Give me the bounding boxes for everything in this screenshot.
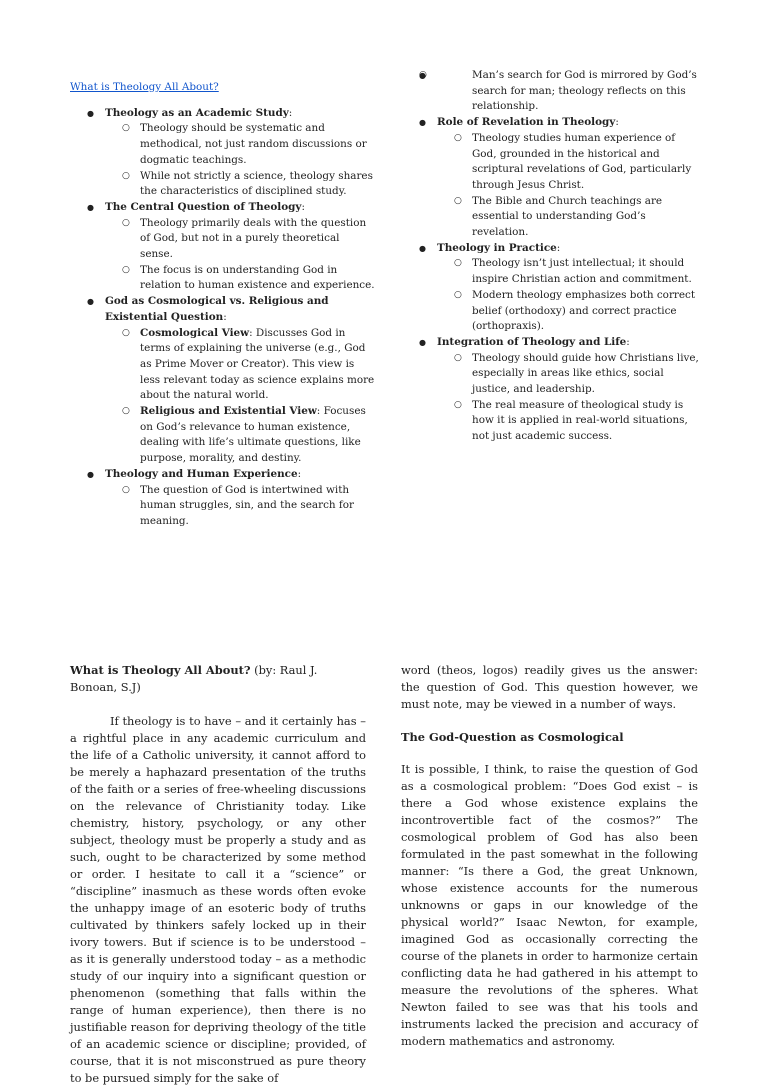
- notes-subitem-text: : Focuses on God’s relevance to human existence, dealing with life’s ultimate questions, like purpose, morality, and destiny.: [140, 405, 366, 465]
- notes-bullet-heading: Integration of Theology and Life: [437, 335, 627, 348]
- notes-subitem-text: Theology should be systematic and methodical, not just random discussions or dogmatic teachings.: [140, 122, 367, 166]
- notes-subitem: [437, 194, 702, 241]
- notes-subitem-text: Theology primarily deals with the question of God, but not in a purely theoretical sense.: [140, 216, 367, 261]
- notes-right-continuation: [402, 68, 702, 115]
- notes-bullet: ● Integration of Theology and Life: ○ Theology should guide how Christians live, especially in areas like ethics, social justice, and leadership. ○ The real measure of theological study is how it is applied in real-world situations, not just academic success.: [402, 335, 702, 445]
- notes-subitem-term: Cosmological View: [140, 326, 250, 339]
- notes-bullet: ● Role of Revelation in Theology: ○ Theology studies human experience of God, grounded in the historical and scriptural revelations of God, particularly through Jesus Christ. ○ The Bible and Church teachings are essential to understanding God’s revelation.: [402, 115, 702, 241]
- notes-bullet-heading: Theology and Human Experience: [105, 467, 298, 480]
- notes-subitem-text: : Discusses God in terms of explaining the universe (e.g., God as Prime Mover or Creator). This view is less relevant today as science explains more about the natural world.: [140, 326, 375, 402]
- notes-subitem: [105, 263, 375, 294]
- notes-subitem-text: While not strictly a science, theology shares the characteristics of disciplined study.: [140, 169, 373, 198]
- notes-subitem: [437, 351, 702, 398]
- notes-subitem-text: Theology isn’t just intellectual; it should inspire Christian action and commitment.: [472, 257, 692, 286]
- article-title: What is Theology All About?: [70, 663, 251, 677]
- notes-subitem: [105, 121, 375, 168]
- notes-bullet-heading: Theology as an Academic Study: [105, 106, 289, 119]
- notes-bullet: ● Theology in Practice: ○ Theology isn’t just intellectual; it should inspire Christian action and commitment. ○ Modern theology emphasizes both correct belief (orthodoxy) and correct practice (orthopraxis).: [402, 241, 702, 335]
- notes-bullet-heading: Theology in Practice: [437, 241, 557, 254]
- notes-title-link[interactable]: What is Theology All About?: [70, 81, 219, 93]
- notes-subitem: [105, 216, 375, 263]
- notes-bullet: ● Theology and Human Experience: ○ The question of God is intertwined with human struggles, sin, and the search for meaning.: [70, 467, 375, 530]
- article-heading: [70, 662, 366, 696]
- notes-bullet-heading: Role of Revelation in Theology: [437, 116, 616, 129]
- article-byline: (by: Raul J. Bonoan, S.J): [70, 663, 318, 694]
- article-left-column: [70, 662, 366, 1087]
- notes-bullet-heading: The Central Question of Theology: [105, 200, 302, 213]
- notes-left-list: [70, 106, 375, 530]
- notes-subitem: [437, 288, 702, 335]
- notes-subitem-term: Religious and Existential View: [140, 405, 317, 418]
- notes-subitem-text: The Bible and Church teachings are essential to understanding God’s revelation.: [472, 194, 663, 239]
- article-paragraph: If theology is to have – and it certainly has – a rightful place in any academic curriculum and the life of a Catholic university, it cannot afford to be merely a haphazard presentation of the truths of the faith or a series of free-wheeling discussions on the relevance of Christianity today. Like chemistry, history, psychology, or any other subject, theology must be properly a study and as such, ought to be characterized by some method or order. I hesitate to call it a “science” or “discipline” inasmuch as these words often evoke the unhappy image of an esoteric body of truths cultivated by thinkers safely locked up in their ivory towers. But if science is to be understood – as it is generally understood today – as a methodic study of our inquiry into a significant question or phenomenon (something that falls within the range of human experience), then there is no justifiable reason for depriving theology of the title of an academic science or discipline; provided, of course, that it is not misconstrued as pure theory to be pursued simply for the sake of: [70, 714, 366, 1085]
- notes-bullet: ● The Central Question of Theology: ○ Theology primarily deals with the question of God, but not in a purely theoretical sense. ○ The focus is on understanding God in relation to human existence and experience.: [70, 200, 375, 294]
- notes-subitem: [437, 256, 702, 287]
- notes-bullet: ● Theology as an Academic Study: ○ Theology should be systematic and methodical, not just random discussions or dogmatic teachings. ○ While not strictly a science, theology shares the characteristics of disciplined study.: [70, 106, 375, 200]
- article-paragraph-continuation: word (theos, logos) readily gives us the answer: the question of God. This question however, we must note, may be viewed in a number of ways.: [401, 663, 698, 711]
- notes-subitem-text: Theology studies human experience of God, grounded in the historical and scriptural revelations of God, particularly through Jesus Christ.: [472, 131, 692, 191]
- notes-subitem: [105, 404, 375, 467]
- notes-right-list: [402, 115, 702, 445]
- notes-subitem: [105, 326, 375, 405]
- notes-subitem-text: The real measure of theological study is how it is applied in real-world situations, not just academic success.: [472, 398, 688, 443]
- notes-subitem: [105, 169, 375, 200]
- notes-subitem-text: Theology should guide how Christians live, especially in areas like ethics, social justice, and leadership.: [472, 351, 699, 396]
- notes-right-column: [402, 68, 702, 445]
- notes-subitem: ○ ● Man’s search for God is mirrored by God’s search for man; theology reflects on this relationship.: [402, 68, 702, 115]
- notes-subitem: [105, 483, 375, 530]
- article-right-column: [401, 662, 698, 1050]
- notes-bullet: ● God as Cosmological vs. Religious and Existential Question: ○ Cosmological View: Discusses God in terms of explaining the universe (e.g., God as Prime Mover or Creator). This view is less relevant today as science explains more about the natural world. ○ Religious and Existential View: Focuses on God’s relevance to human existence, dealing with life’s ultimate questions, like purpose, morality, and destiny.: [70, 294, 375, 467]
- notes-subitem-text: Modern theology emphasizes both correct belief (orthodoxy) and correct practice (orthopraxis).: [472, 288, 696, 333]
- notes-subitem-text: The question of God is intertwined with human struggles, sin, and the search for meaning.: [140, 483, 354, 527]
- notes-left-column: [70, 80, 375, 530]
- section-paragraph: It is possible, I think, to raise the question of God as a cosmological problem: “Does God exist – is there a God whose existence explains the incontrovertible fact of the cosmos?” The cosmological problem of God has also been formulated in the past somewhat in the following manner: “Is there a God, the great Unknown, whose existence accounts for the numerous unknowns or gaps in our knowledge of the physical world?” Isaac Newton, for example, imagined God as occasionally correcting the course of the planets in order to harmonize certain conflicting data he had gathered in his attempt to measure the revolutions of the spheres. What Newton failed to see was that his tools and instruments lacked the precision and accuracy of modern mathematics and astronomy.: [401, 762, 698, 1048]
- notes-subitem: [437, 131, 702, 194]
- section-heading: The God-Question as Cosmological: [401, 730, 624, 744]
- notes-subitem: [437, 398, 702, 445]
- notes-subitem-text: The focus is on understanding God in relation to human existence and experience.: [140, 263, 375, 292]
- notes-bullet-heading: God as Cosmological vs. Religious and Existential Question: [105, 295, 329, 323]
